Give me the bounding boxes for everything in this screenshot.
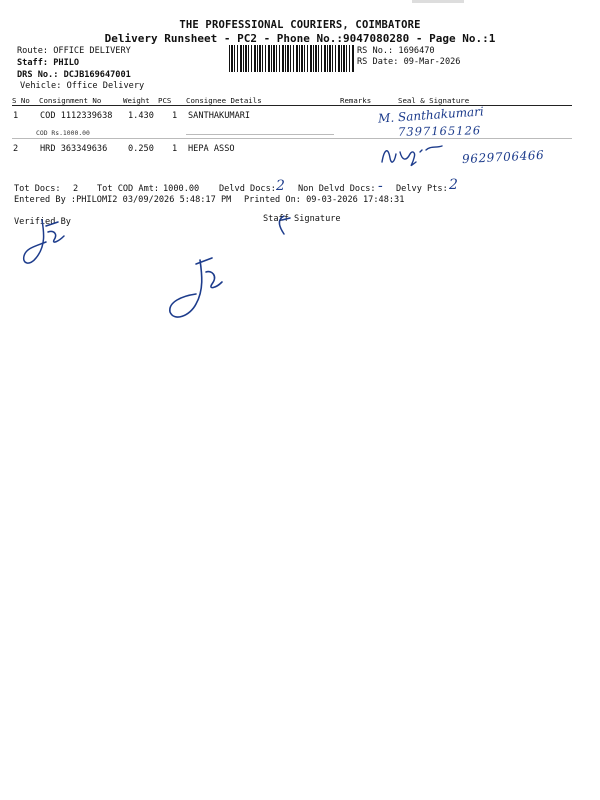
- rs-number: RS No.: 1696470: [357, 46, 435, 56]
- col-remarks: Remarks: [340, 96, 372, 105]
- row2-weight: 0.250: [128, 144, 154, 154]
- row2-handwritten-signature: [378, 140, 458, 175]
- row1-consignee-underline: [186, 134, 334, 135]
- staff-text: Staff: PHILO: [17, 58, 80, 68]
- row1-cod-note: COD Rs.1000.00: [36, 129, 90, 137]
- row1-consignee: SANTHAKUMARI: [188, 111, 251, 121]
- delvd-docs-handwritten: 2: [276, 178, 285, 194]
- non-delvd-label: Non Delvd Docs:: [298, 184, 376, 194]
- col-sno: S No: [12, 96, 30, 105]
- row1-pcs: 1: [172, 111, 178, 121]
- tot-docs-value: 2: [73, 184, 79, 194]
- row1-consignment: COD 1112339638: [40, 111, 113, 121]
- col-pcs: PCS: [158, 96, 172, 105]
- barcode: [229, 45, 354, 72]
- row-divider: [12, 138, 572, 139]
- company-title: THE PROFESSIONAL COURIERS, COIMBATORE: [179, 19, 421, 31]
- rs-date: RS Date: 09-Mar-2026: [357, 57, 461, 67]
- drs-number: DRS No.: DCJB169647001: [17, 70, 131, 80]
- top-edge-mark: [412, 0, 464, 3]
- vehicle-text: Vehicle: Office Delivery: [20, 81, 145, 91]
- delvy-pts-label: Delvy Pts:: [396, 184, 448, 194]
- row2-consignee: HEPA ASSO: [188, 144, 235, 154]
- entered-by: Entered By :PHILOMI2 03/09/2026 5:48:17 PM: [14, 195, 232, 205]
- delvd-docs-label: Delvd Docs:: [219, 184, 276, 194]
- non-delvd-handwritten: -: [378, 178, 383, 194]
- row2-consignment: HRD 363349636: [40, 144, 108, 154]
- header-rule: [12, 105, 572, 106]
- row2-handwritten-phone: 9629706466: [461, 147, 545, 167]
- row1-handwritten-name: M. Santhakumari: [377, 104, 485, 126]
- row1-sno: 1: [13, 111, 19, 121]
- tot-cod-label: Tot COD Amt:: [97, 184, 160, 194]
- col-seal-signature: Seal & Signature: [398, 96, 470, 105]
- col-weight: Weight: [123, 96, 150, 105]
- staff-signature-label: Staff Signature: [263, 214, 341, 224]
- verified-by-label: Verified By: [14, 217, 71, 227]
- col-consignment: Consignment No: [39, 96, 102, 105]
- col-consignee: Consignee Details: [186, 96, 262, 105]
- delvy-pts-handwritten: 2: [449, 177, 458, 193]
- staff-signature-mark: [166, 212, 286, 327]
- runsheet-title: Delivery Runsheet - PC2 - Phone No.:9047080280 - Page No.:1: [104, 32, 496, 45]
- tot-docs-label: Tot Docs:: [14, 184, 61, 194]
- row1-handwritten-phone: 7397165126: [397, 123, 482, 139]
- printed-on: Printed On: 09-03-2026 17:48:31: [244, 195, 405, 205]
- row2-sno: 2: [13, 144, 19, 154]
- row2-pcs: 1: [172, 144, 178, 154]
- verified-by-signature: [18, 212, 78, 272]
- row1-weight: 1.430: [128, 111, 154, 121]
- route-text: Route: OFFICE DELIVERY: [17, 46, 131, 56]
- tot-cod-value: 1000.00: [163, 184, 200, 194]
